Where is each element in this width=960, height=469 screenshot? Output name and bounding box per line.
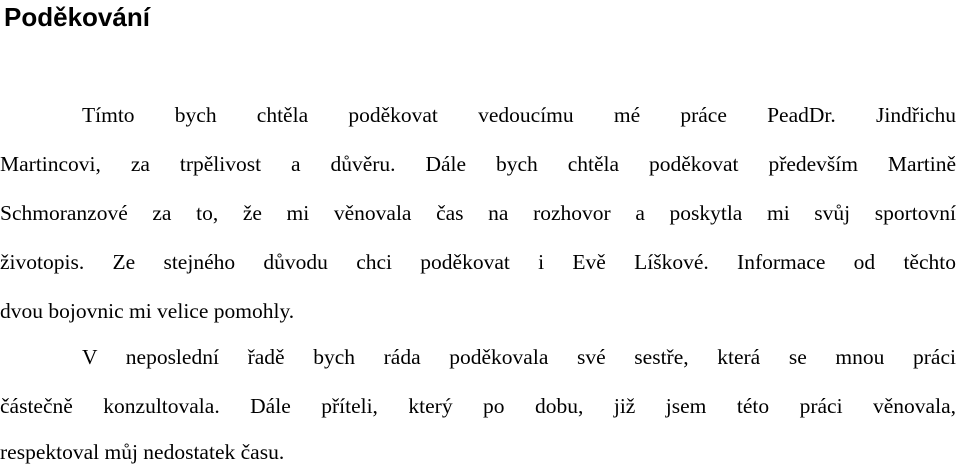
paragraph-line: V neposlední řadě bych ráda poděkovala své sestře, která se mnou práci: [82, 345, 956, 369]
paragraph-line: Schmoranzové za to, že mi věnovala čas na rozhovor a poskytla mi svůj sportovní: [0, 201, 956, 225]
paragraph-line: životopis. Ze stejného důvodu chci poděkovat i Evě Líškové. Informace od těchto: [0, 250, 956, 274]
paragraph-line: Martincovi, za trpělivost a důvěru. Dále bych chtěla poděkovat především Martině: [0, 152, 956, 176]
paragraph-line: respektoval můj nedostatek času.: [0, 440, 285, 464]
paragraph-line: dvou bojovnic mi velice pomohly.: [0, 299, 295, 323]
paragraph-line: Tímto bych chtěla poděkovat vedoucímu mé práce PeadDr. Jindřichu: [82, 103, 956, 127]
paragraph-line: částečně konzultovala. Dále příteli, který po dobu, již jsem této práci věnovala,: [0, 394, 956, 418]
page-title: Poděkování: [4, 2, 150, 32]
